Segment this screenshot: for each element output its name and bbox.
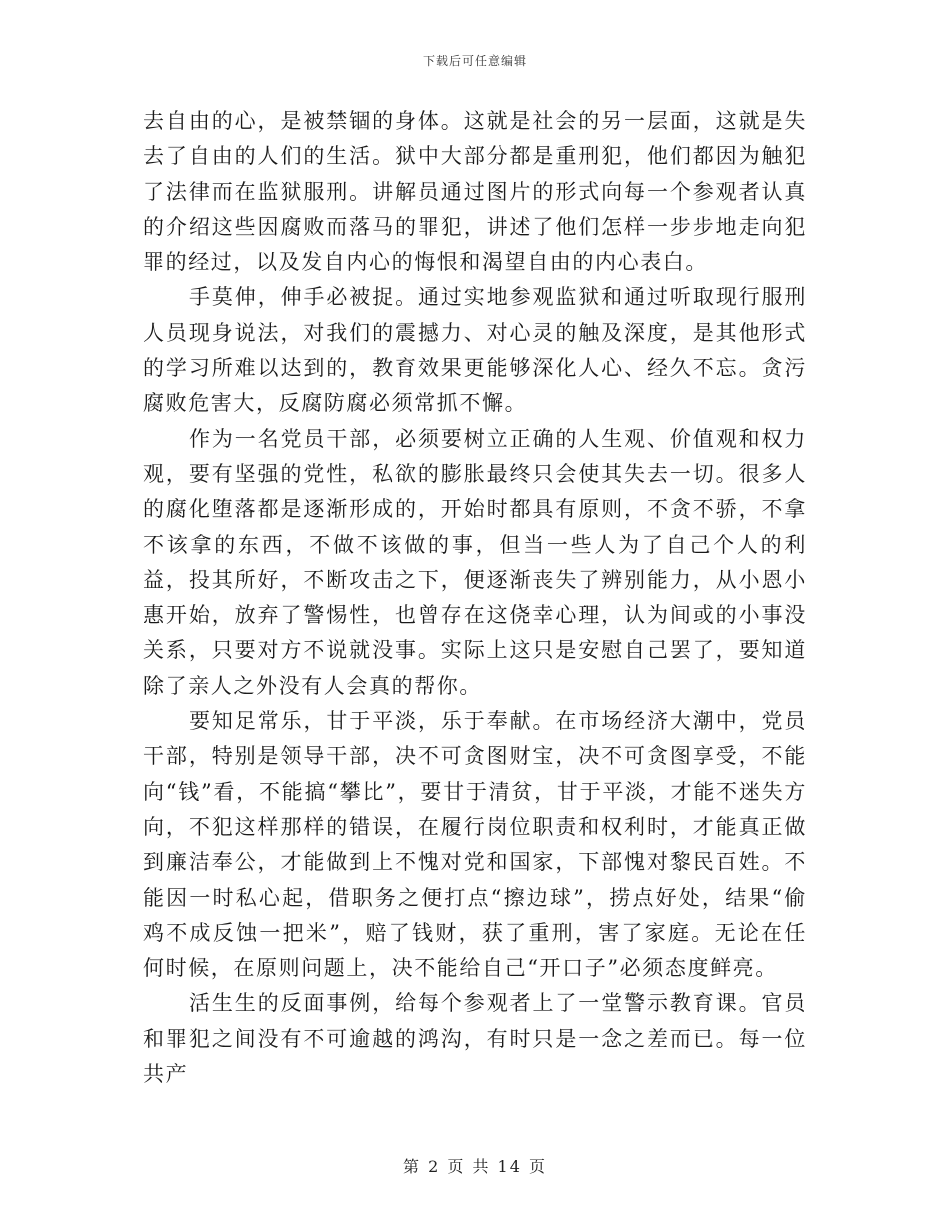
paragraph-continuation: 去自由的心，是被禁锢的身体。这就是社会的另一层面，这就是失去了自由的人们的生活。狱中大部分都是重刑犯，他们都因为触犯了法律而在监狱服刑。讲解员通过图片的形式向每一个参观者认真的介绍这些因腐败而落马的罪犯，讲述了他们怎样一步步地走向犯罪的经过，以及发自内心的悔恨和渴望自由的内心表白。	[143, 109, 807, 275]
page-header: 下载后可任意编辑	[422, 54, 527, 68]
paragraph: 作为一名党员干部，必须要树立正确的人生观、价值观和权力观，要有坚强的党性，私欲的膨胀最终只会使其失去一切。很多人的腐化堕落都是逐渐形成的，开始时都具有原则，不贪不骄，不拿不该拿的东西，不做不该做的事，但当一些人为了自己个人的利益，投其所好，不断攻击之下，便逐渐丧失了辨别能力，从小恩小惠开始，放弃了警惕性，也曾存在这侥幸心理，认为间或的小事没关系，只要对方不说就没事。实际上这只是安慰自己罢了，要知道除了亲人之外没有人会真的帮你。	[143, 426, 807, 698]
body-text	[143, 104, 807, 1092]
paragraph: 要知足常乐，甘于平淡，乐于奉献。在市场经济大潮中，党员干部，特别是领导干部，决不可贪图财宝，决不可贪图享受，不能向“钱”看，不能搞“攀比”，要甘于清贫，甘于平淡，才能不迷失方向，不犯这样那样的错误，在履行岗位职责和权利时，才能真正做到廉洁奉公，才能做到上不愧对党和国家，下部愧对黎民百姓。不能因一时私心起，借职务之便打点“擦边球”，捞点好处，结果“偷鸡不成反蚀一把米”，赔了钱财，获了重刑，害了家庭。无论在任何时候，在原则问题上，决不能给自己“开口子”必须态度鲜亮。	[143, 709, 807, 981]
paragraph: 活生生的反面事例，给每个参观者上了一堂警示教育课。官员和罪犯之间没有不可逾越的鸿沟，有时只是一念之差而已。每一位共产	[143, 991, 807, 1087]
paragraph: 手莫伸，伸手必被捉。通过实地参观监狱和通过听取现行服刑人员现身说法，对我们的震撼力、对心灵的触及深度，是其他形式的学习所难以达到的，教育效果更能够深化人心、经久不忘。贪污腐败危害大，反腐防腐必须常抓不懈。	[143, 285, 807, 416]
page-footer: 第 2 页 共 14 页	[403, 1157, 547, 1176]
